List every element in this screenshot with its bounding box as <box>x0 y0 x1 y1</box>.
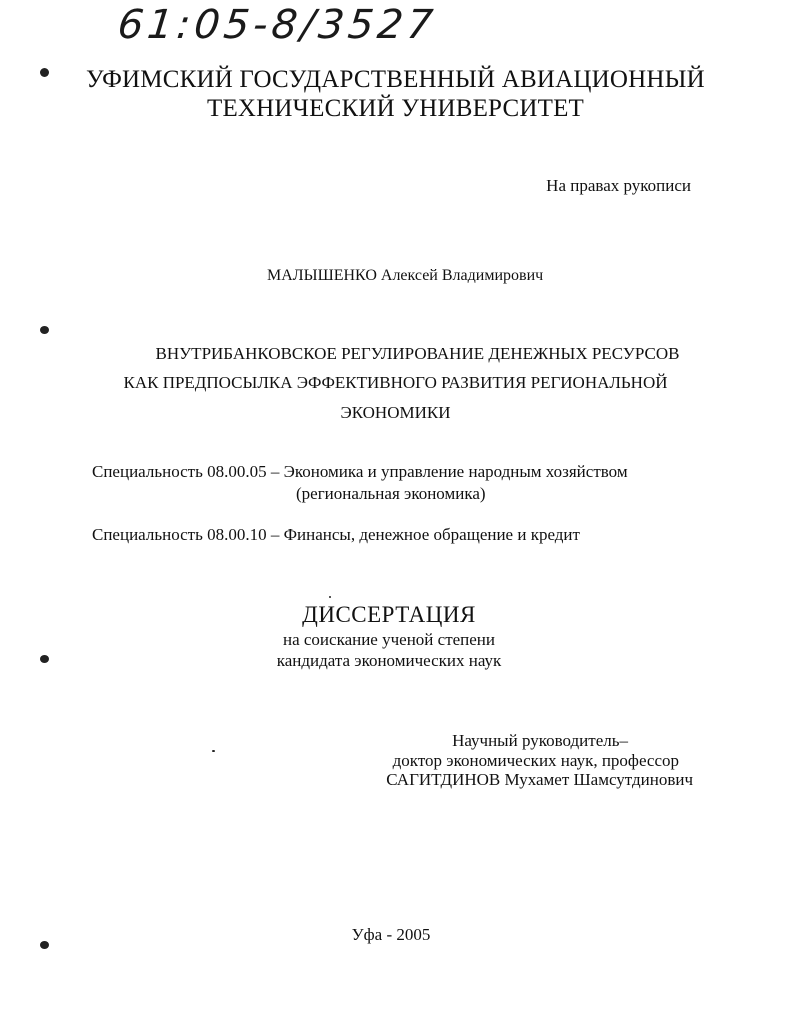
advisor-degree: доктор экономических наук, профессор <box>392 751 679 770</box>
binder-hole-mark <box>40 326 49 334</box>
advisor-name: САГИТДИНОВ Мухамет Шамсутдинович <box>386 770 693 789</box>
place-and-year: Уфа - 2005 <box>351 925 431 944</box>
thesis-title-line-2: КАК ПРЕДПОСЫЛКА ЭФФЕКТИВНОГО РАЗВИТИЯ РЕГИОНАЛЬНОЙ <box>123 373 668 392</box>
specialty-1: Специальность 08.00.05 – Экономика и управление народным хозяйством <box>92 462 628 481</box>
university-name-line-1: УФИМСКИЙ ГОСУДАРСТВЕННЫЙ АВИАЦИОННЫЙ <box>86 66 705 93</box>
author-name: МАЛЫШЕНКО Алексей Владимирович <box>267 267 544 284</box>
dissertation-heading: ДИССЕРТАЦИЯ <box>302 602 476 627</box>
thesis-title-line-1: ВНУТРИБАНКОВСКОЕ РЕГУЛИРОВАНИЕ ДЕНЕЖНЫХ РЕСУРСОВ <box>155 344 680 363</box>
binder-hole-mark <box>40 655 49 663</box>
dissertation-subtitle-1: на соискание ученой степени <box>282 630 496 649</box>
dissertation-subtitle-2: кандидата экономических наук <box>276 651 502 670</box>
specialty-1-subtitle: (региональная экономика) <box>296 484 486 503</box>
scan-dust <box>329 596 331 598</box>
manuscript-rights-note: На правах рукописи <box>546 176 691 195</box>
binder-hole-mark <box>40 941 49 949</box>
scan-dust <box>212 750 215 752</box>
university-name-line-2: ТЕХНИЧЕСКИЙ УНИВЕРСИТЕТ <box>206 95 585 122</box>
archive-number: 61:05-8/3527 <box>115 2 439 48</box>
advisor-role: Научный руководитель– <box>452 731 628 750</box>
specialty-2: Специальность 08.00.10 – Финансы, денежное обращение и кредит <box>92 525 580 544</box>
binder-hole-mark <box>40 68 49 77</box>
thesis-title-line-3: ЭКОНОМИКИ <box>340 403 451 422</box>
